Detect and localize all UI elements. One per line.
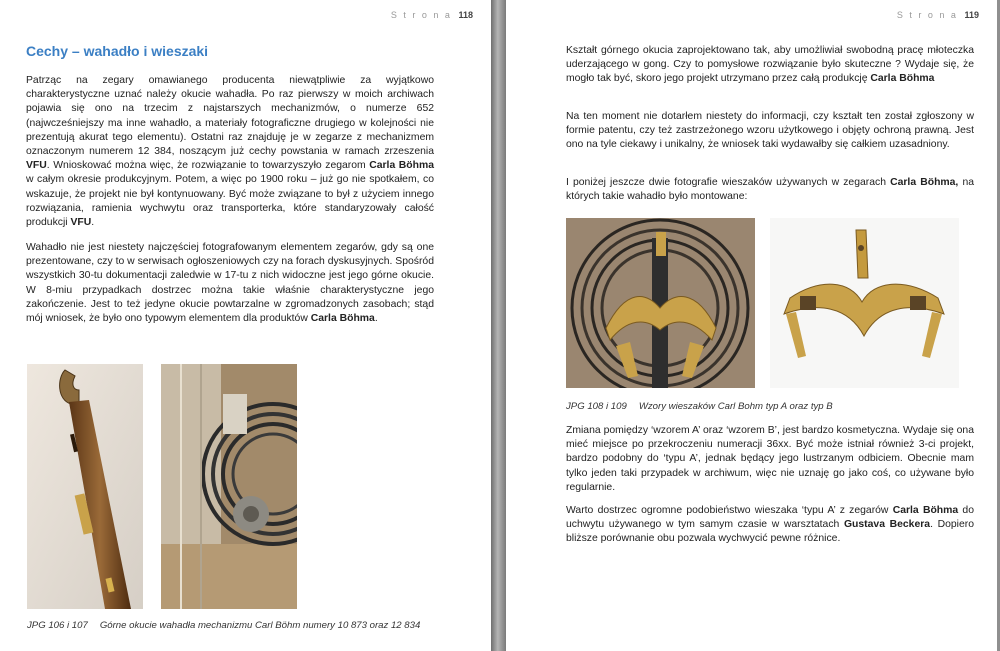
text-run: do uchwytu używanego w tym samym czasie w warsztatach bbox=[566, 505, 974, 531]
hanger-type-b-image bbox=[770, 218, 959, 388]
paragraph bbox=[566, 504, 974, 547]
text-run: Kształt górnego okucia zaprojektowano tak, aby umożliwiał swobodną pracę młoteczka uderzającego w gong. Czy to pomysłowe rozwiązanie było skuteczne ? Wydaje się, że mogło tak być, skoro jego projekt utrzymano przez całą produkcję bbox=[566, 45, 974, 85]
text-run: . bbox=[91, 217, 95, 229]
text-run: Zmiana pomiędzy ‘wzorem A’ oraz ‘wzorem B’, jest bardzo kosmetyczna. Wydaje się ona mieć miejsce po przekroczeniu numeracji 36xx. Być może istniał również 3-ci projekt, bardzo podobny do ‘typu A’, jednak będący jego lustrzanym odbiciem. Obecnie mam tylko jeden taki przypadek w archiwum, więc nie uznaję go jako coś, co używane było regularnie. bbox=[566, 425, 974, 493]
bold-text: Carla Böhma bbox=[369, 160, 434, 172]
text-run: Na ten moment nie dotarłem niestety do informacji, czy kształt ten został zgłoszony w formie patentu, czy też zastrzeżonego wzoru użytkowego i objęty ochroną prawną. Jest ono na tyle ciekawy i unikalny, że wniosek taki wydawałby się całkiem uzasadniony. bbox=[566, 111, 974, 151]
caption-text: Górne okucie wahadła mechanizmu Carl Böhm numery 10 873 oraz 12 834 bbox=[99, 620, 421, 631]
caption-prefix: JPG 108 i 109 bbox=[566, 401, 627, 412]
left-page bbox=[0, 0, 491, 651]
hanger-type-b-photo bbox=[770, 218, 959, 388]
bold-text: Carla Böhma bbox=[892, 505, 959, 516]
strona-label: S t r o n a bbox=[896, 10, 958, 20]
bold-text: Gustava Beckera bbox=[843, 519, 931, 531]
text-run: Warto dostrzec ogromne podobieństwo wieszaka ‘typu A’ z zegarów bbox=[566, 505, 893, 516]
bold-text: VFU bbox=[70, 217, 92, 229]
caption-prefix: JPG 106 i 107 bbox=[27, 620, 88, 631]
paragraph bbox=[566, 176, 974, 204]
movement-gong-photo bbox=[161, 364, 297, 609]
paragraph bbox=[26, 241, 434, 326]
page-number: 118 bbox=[458, 10, 473, 20]
bold-text: VFU bbox=[26, 160, 47, 172]
right-page bbox=[506, 0, 997, 651]
paragraph bbox=[566, 424, 974, 495]
hanger-type-a-photo bbox=[566, 218, 755, 388]
paragraph bbox=[566, 110, 974, 153]
pendulum-fitting-photo bbox=[27, 364, 143, 609]
paragraph bbox=[26, 74, 434, 230]
text-run: I poniżej jeszcze dwie fotografie wieszaków używanych w zegarach bbox=[566, 177, 891, 188]
page-header bbox=[897, 10, 979, 20]
pendulum-fitting-image bbox=[27, 364, 143, 609]
figure-caption bbox=[27, 620, 432, 631]
bold-text: Carla Böhma bbox=[870, 73, 935, 85]
paragraph bbox=[566, 44, 974, 87]
text-run: . Dopiero bliższe porównanie obu pozwala wychwycić pewne różnice. bbox=[566, 519, 974, 545]
hanger-type-a-image bbox=[566, 218, 755, 388]
text-run: . bbox=[374, 313, 378, 325]
text-run: w całym okresie produkcyjnym. Potem, a więc po 1900 roku – już go nie spotkałem, co wskazuje, że projekt nie był kontynuowany. Być może związane to był z użyciem innego rozwiązania, ramienia wychwytu oraz transporterka, które standaryzowały całość produkcji bbox=[26, 174, 434, 229]
page-header bbox=[391, 10, 473, 20]
figure-caption bbox=[566, 401, 845, 412]
section-heading: Cechy – wahadło i wieszaki bbox=[26, 43, 209, 59]
text-run: Wahadło nie jest niestety najczęściej fotografowanym elementem zegarów, gdy są one prezentowane, czy to w serwisach ogłoszeniowych czy na forach dyskusyjnych. Spośród wszystkich 30-tu dokumentacji zaledwie w 17-tu z nich widoczne jest jego górne okucie. W 8-miu przypadkach dostrzec można takie właśnie charakterystyczne jego zakończenie. Jest to też jedyne okucie powtarzalne w zgromadzonych zasobach; stąd mój wniosek, że było ono typowym elementem dla produktów bbox=[26, 242, 434, 325]
movement-gong-image bbox=[161, 364, 297, 609]
strona-label: S t r o n a bbox=[390, 10, 452, 20]
book-spine bbox=[491, 0, 506, 651]
bold-text: Carla Böhma, bbox=[890, 177, 959, 188]
text-run: Patrząc na zegary omawianego producenta niewątpliwie za wyjątkowo charakterystyczne uznać należy okucie wahadła. Po raz pierwszy w moich archiwach pojawia się ono na trzecim z najstarszych mechanizmów, o numerze 652 (najwcześniejszy ma inne wahadło, a materiały fotograficzne drugiego w kolejności nie prezentują akurat tego elementu). Ostatni raz znajduję je w zegarze z mechanizmem oznaczonym numerem 12 384, noszącym już cechy powstania w ramach zrzeszenia bbox=[26, 75, 434, 158]
page-number: 119 bbox=[964, 10, 979, 20]
text-run: . Wnioskować można więc, że rozwiązanie to towarzyszyło zegarom bbox=[46, 160, 370, 172]
caption-text: Wzory wieszaków Carl Bohm typ A oraz typ B bbox=[638, 401, 833, 412]
text-run: na których takie wahadło było montowane: bbox=[566, 177, 975, 203]
bold-text: Carla Böhma bbox=[310, 313, 375, 325]
